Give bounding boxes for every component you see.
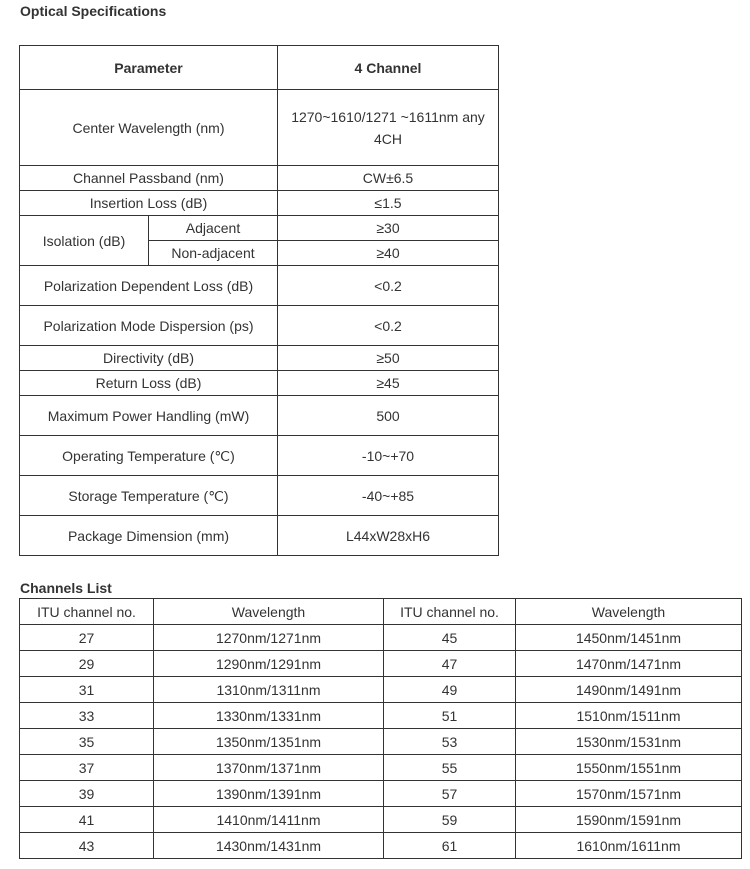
spec-label: Return Loss (dB) bbox=[20, 371, 278, 396]
channel-number: 35 bbox=[20, 729, 154, 755]
channel-number: 29 bbox=[20, 651, 154, 677]
channel-wavelength: 1510nm/1511nm bbox=[516, 703, 742, 729]
spec-label: Polarization Mode Dispersion (ps) bbox=[20, 306, 278, 346]
spec-header-row bbox=[20, 46, 499, 90]
spec-value: ≥50 bbox=[278, 346, 499, 371]
channels-list-table bbox=[19, 598, 742, 859]
spec-sublabel: Non-adjacent bbox=[149, 241, 278, 266]
channel-number: 57 bbox=[384, 781, 516, 807]
spec-row-return-loss bbox=[20, 371, 499, 396]
wavelength-header: Wavelength bbox=[516, 599, 742, 625]
spec-label: Insertion Loss (dB) bbox=[20, 191, 278, 216]
spec-row-directivity bbox=[20, 346, 499, 371]
channel-wavelength: 1310nm/1311nm bbox=[154, 677, 384, 703]
spec-row-operating-temperature bbox=[20, 436, 499, 476]
spec-row-center-wavelength bbox=[20, 90, 499, 166]
channel-number: 59 bbox=[384, 807, 516, 833]
channel-number: 45 bbox=[384, 625, 516, 651]
channel-number: 47 bbox=[384, 651, 516, 677]
channel-row bbox=[20, 677, 742, 703]
channel-row bbox=[20, 703, 742, 729]
channel-wavelength: 1290nm/1291nm bbox=[154, 651, 384, 677]
spec-value: -40~+85 bbox=[278, 476, 499, 516]
itu-channel-header: ITU channel no. bbox=[384, 599, 516, 625]
spec-value: ≤1.5 bbox=[278, 191, 499, 216]
optical-specifications-title: Optical Specifications bbox=[20, 3, 167, 19]
spec-row-pmd bbox=[20, 306, 499, 346]
channel-number: 43 bbox=[20, 833, 154, 859]
spec-row-package-dimension bbox=[20, 516, 499, 556]
channel-number: 37 bbox=[20, 755, 154, 781]
itu-channel-header: ITU channel no. bbox=[20, 599, 154, 625]
spec-label: Directivity (dB) bbox=[20, 346, 278, 371]
spec-row-pdl bbox=[20, 266, 499, 306]
wavelength-header: Wavelength bbox=[154, 599, 384, 625]
four-channel-header: 4 Channel bbox=[278, 46, 499, 90]
channel-number: 41 bbox=[20, 807, 154, 833]
channel-row bbox=[20, 833, 742, 859]
spec-value: <0.2 bbox=[278, 266, 499, 306]
spec-value: ≥30 bbox=[278, 216, 499, 241]
channel-wavelength: 1450nm/1451nm bbox=[516, 625, 742, 651]
spec-value: ≥45 bbox=[278, 371, 499, 396]
channel-number: 39 bbox=[20, 781, 154, 807]
channel-wavelength: 1530nm/1531nm bbox=[516, 729, 742, 755]
spec-label: Operating Temperature (℃) bbox=[20, 436, 278, 476]
channel-wavelength: 1590nm/1591nm bbox=[516, 807, 742, 833]
spec-value: 500 bbox=[278, 396, 499, 436]
spec-value: CW±6.5 bbox=[278, 166, 499, 191]
spec-value: 1270~1610/1271 ~1611nm any 4CH bbox=[278, 90, 499, 166]
channel-wavelength: 1610nm/1611nm bbox=[516, 833, 742, 859]
channel-wavelength: 1370nm/1371nm bbox=[154, 755, 384, 781]
channel-number: 53 bbox=[384, 729, 516, 755]
spec-label: Center Wavelength (nm) bbox=[20, 90, 278, 166]
spec-label: Package Dimension (mm) bbox=[20, 516, 278, 556]
spec-label: Channel Passband (nm) bbox=[20, 166, 278, 191]
channel-wavelength: 1550nm/1551nm bbox=[516, 755, 742, 781]
channel-row bbox=[20, 781, 742, 807]
optical-spec-table bbox=[19, 45, 499, 556]
spec-value: -10~+70 bbox=[278, 436, 499, 476]
spec-label: Storage Temperature (℃) bbox=[20, 476, 278, 516]
channels-header-row bbox=[20, 599, 742, 625]
channel-row bbox=[20, 807, 742, 833]
spec-label: Isolation (dB) bbox=[20, 216, 149, 266]
channel-wavelength: 1410nm/1411nm bbox=[154, 807, 384, 833]
channel-number: 61 bbox=[384, 833, 516, 859]
parameter-header: Parameter bbox=[20, 46, 278, 90]
channel-wavelength: 1390nm/1391nm bbox=[154, 781, 384, 807]
spec-label: Maximum Power Handling (mW) bbox=[20, 396, 278, 436]
channel-row bbox=[20, 729, 742, 755]
channel-row bbox=[20, 755, 742, 781]
channel-row bbox=[20, 625, 742, 651]
spec-label: Polarization Dependent Loss (dB) bbox=[20, 266, 278, 306]
channel-row bbox=[20, 651, 742, 677]
channel-number: 55 bbox=[384, 755, 516, 781]
spec-row-max-power bbox=[20, 396, 499, 436]
channel-wavelength: 1270nm/1271nm bbox=[154, 625, 384, 651]
channel-wavelength: 1470nm/1471nm bbox=[516, 651, 742, 677]
spec-value: ≥40 bbox=[278, 241, 499, 266]
channel-wavelength: 1570nm/1571nm bbox=[516, 781, 742, 807]
channel-number: 33 bbox=[20, 703, 154, 729]
spec-value: L44xW28xH6 bbox=[278, 516, 499, 556]
channel-wavelength: 1350nm/1351nm bbox=[154, 729, 384, 755]
channel-number: 49 bbox=[384, 677, 516, 703]
spec-value: <0.2 bbox=[278, 306, 499, 346]
spec-row-insertion-loss bbox=[20, 191, 499, 216]
channels-list-title: Channels List bbox=[20, 580, 112, 596]
spec-row-channel-passband bbox=[20, 166, 499, 191]
spec-row-isolation-adjacent bbox=[20, 216, 499, 241]
channel-wavelength: 1490nm/1491nm bbox=[516, 677, 742, 703]
channel-number: 51 bbox=[384, 703, 516, 729]
channel-wavelength: 1430nm/1431nm bbox=[154, 833, 384, 859]
channel-number: 27 bbox=[20, 625, 154, 651]
channel-wavelength: 1330nm/1331nm bbox=[154, 703, 384, 729]
spec-sublabel: Adjacent bbox=[149, 216, 278, 241]
spec-row-storage-temperature bbox=[20, 476, 499, 516]
channel-number: 31 bbox=[20, 677, 154, 703]
